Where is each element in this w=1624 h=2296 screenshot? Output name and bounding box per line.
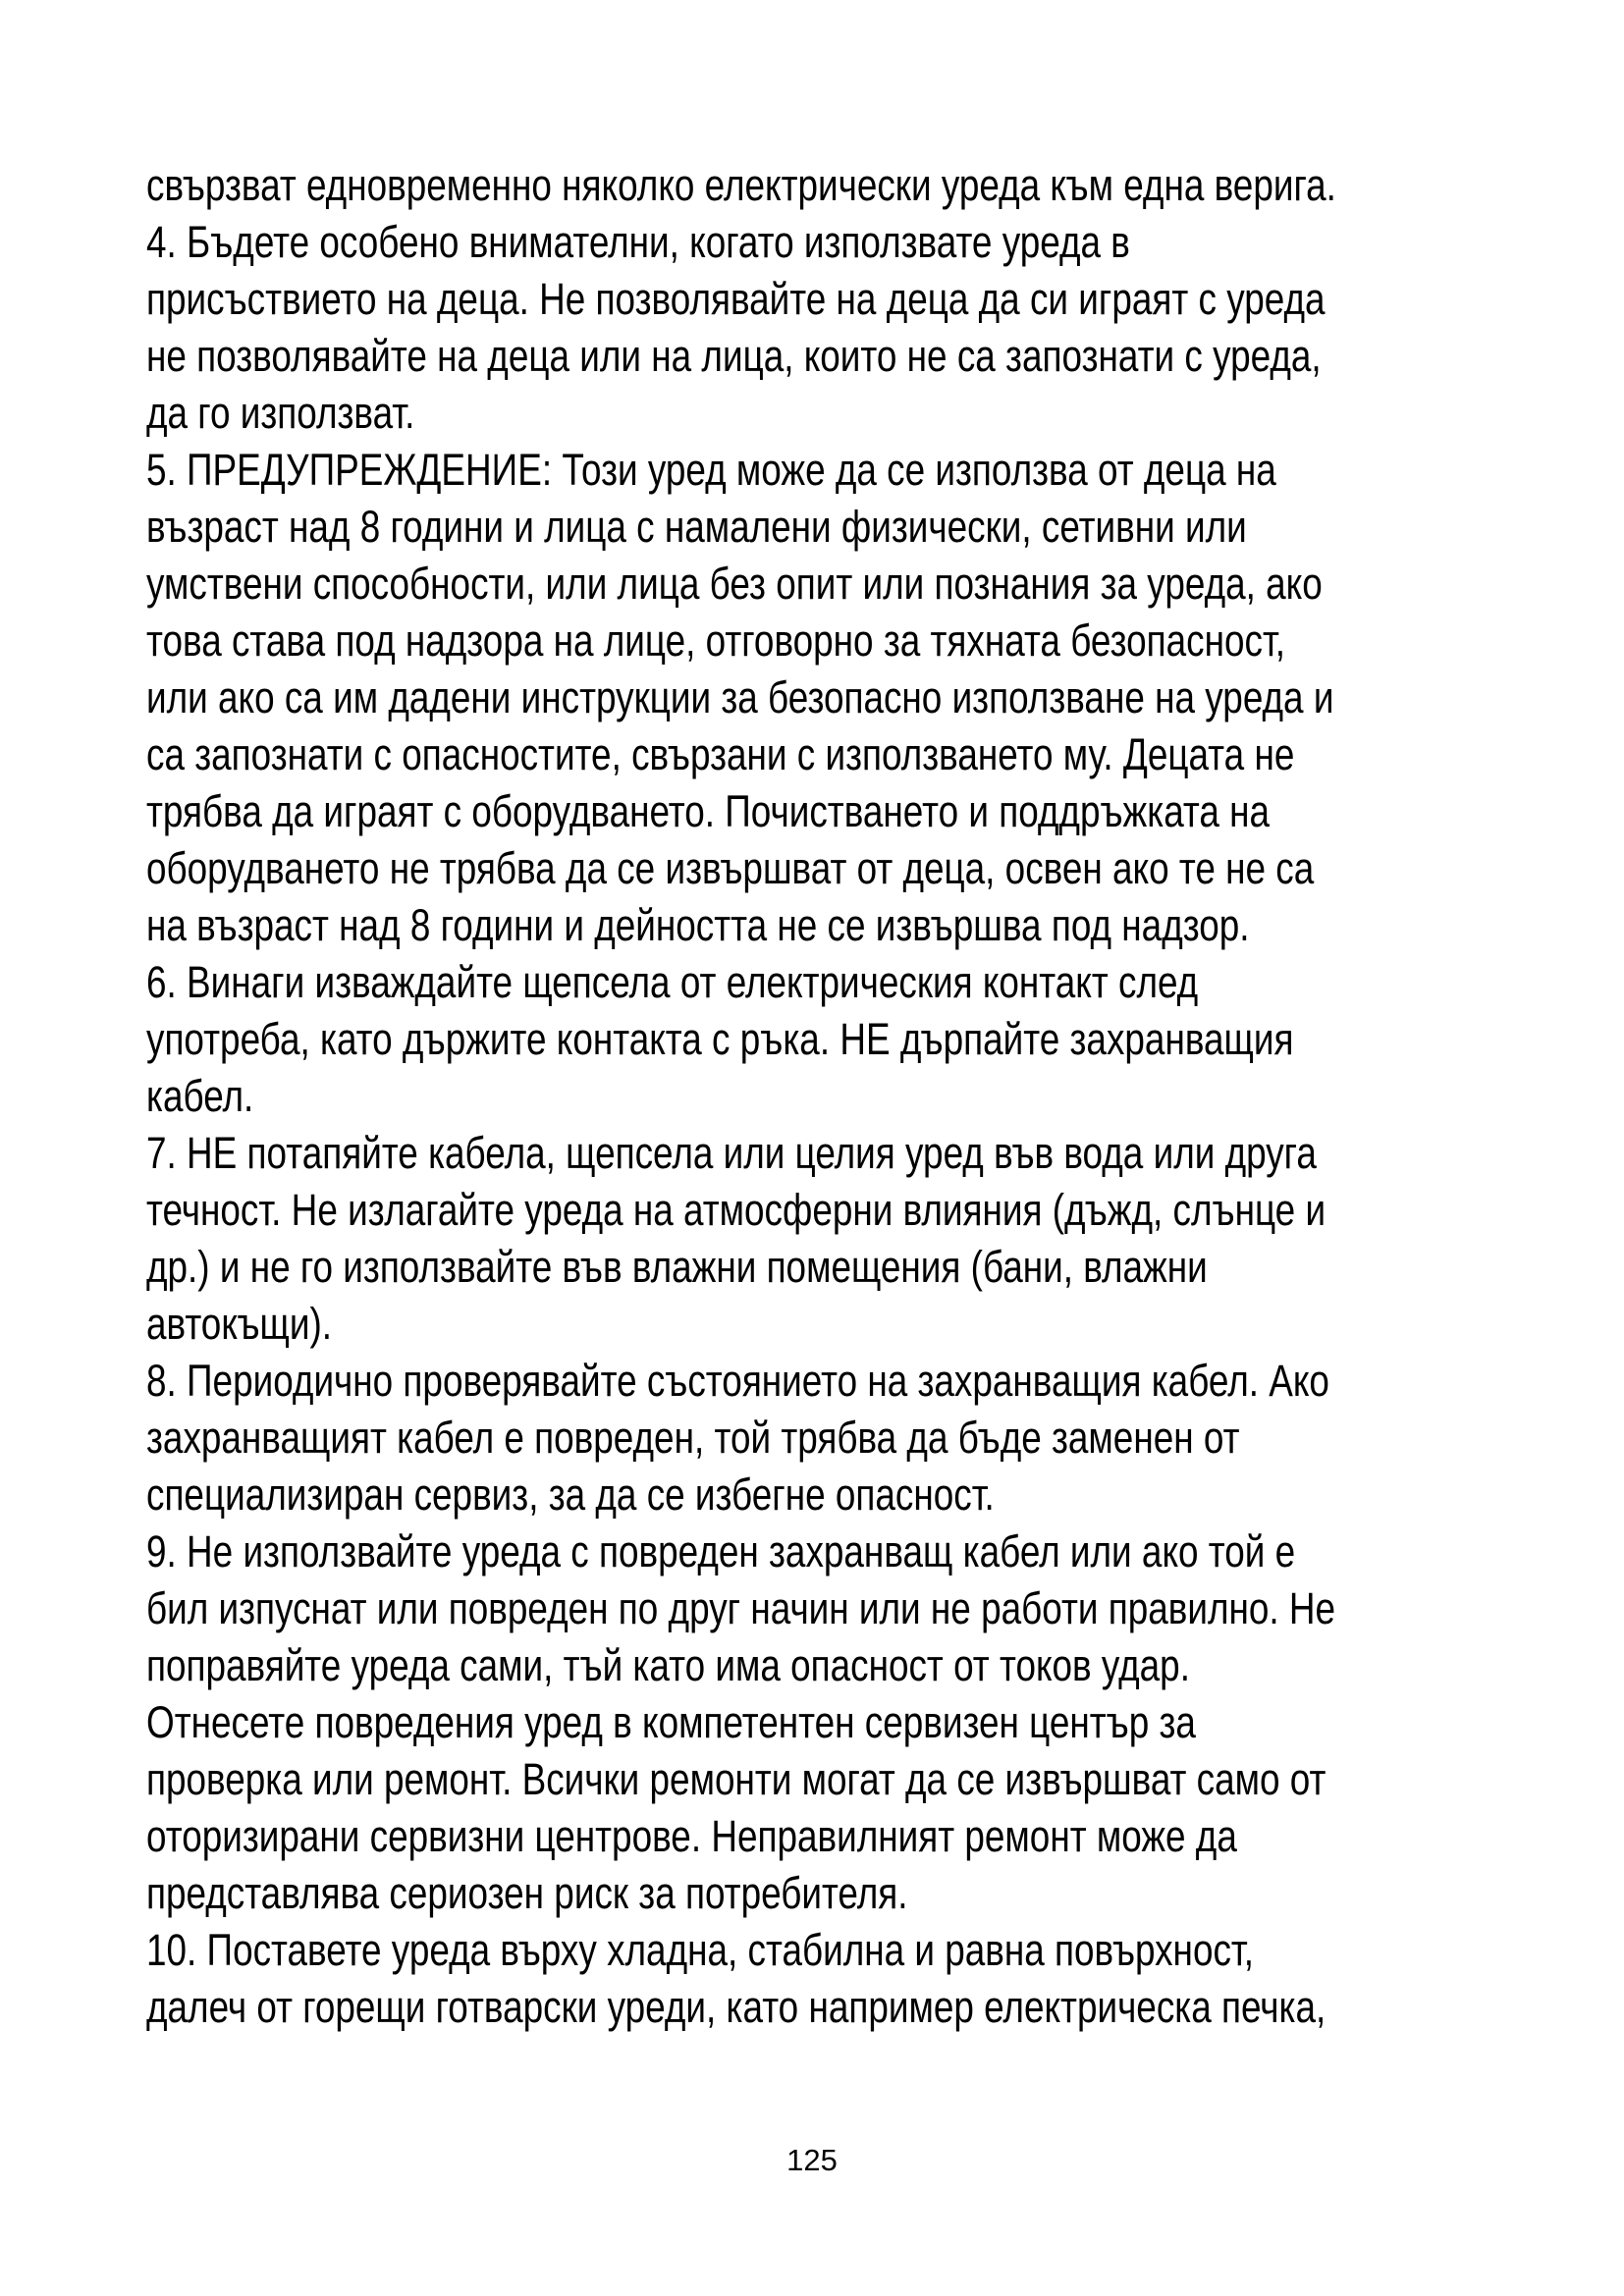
- text-line: специализиран сервиз, за да се избегне опасност.: [146, 1469, 995, 1520]
- body-text: [146, 157, 1541, 2036]
- text-line: проверка или ремонт. Всички ремонти могат да се извършват само от: [146, 1754, 1326, 1804]
- text-line: далеч от горещи готварски уреди, като например електрическа печка,: [146, 1982, 1326, 2032]
- text-line: да го използват.: [146, 388, 415, 438]
- text-line: или ако са им дадени инструкции за безопасно използване на уреда и: [146, 672, 1334, 722]
- text-line: трябва да играят с оборудването. Почистването и поддръжката на: [146, 786, 1271, 836]
- text-line: автокъщи).: [146, 1299, 333, 1349]
- text-line: 9. Не използвайте уреда с повреден захранващ кабел или ако той е: [146, 1526, 1296, 1576]
- text-line: 7. НЕ потапяйте кабела, щепсела или целия уред във вода или друга: [146, 1128, 1317, 1178]
- text-line: оборудването не трябва да се извършват от деца, освен ако те не са: [146, 843, 1315, 893]
- text-line: поправяйте уреда сами, тъй като има опасност от токов удар.: [146, 1640, 1190, 1690]
- text-line: 4. Бъдете особено внимателни, когато използвате уреда в: [146, 217, 1130, 267]
- text-line: 5. ПРЕДУПРЕЖДЕНИЕ: Този уред може да се използва от деца на: [146, 445, 1276, 495]
- text-line: на възраст над 8 години и дейността не се извършва под надзор.: [146, 900, 1250, 950]
- text-line: представлява сериозен риск за потребителя.: [146, 1868, 908, 1918]
- text-line: умствени способности, или лица без опит или познания за уреда, ако: [146, 559, 1323, 609]
- text-line: 10. Поставете уреда върху хладна, стабилна и равна повърхност,: [146, 1925, 1254, 1975]
- text-line: оторизирани сервизни центрове. Неправилният ремонт може да: [146, 1811, 1237, 1861]
- text-line: свързват едновременно няколко електрически уреда към една верига.: [146, 160, 1336, 210]
- text-line: възраст над 8 години и лица с намалени физически, сетивни или: [146, 502, 1247, 552]
- text-line: течност. Не излагайте уреда на атмосферни влияния (дъжд, слънце и: [146, 1185, 1326, 1235]
- text-line: Отнесете повредения уред в компетентен сервизен център за: [146, 1697, 1196, 1747]
- page-number: 125: [786, 2143, 838, 2177]
- text-line: бил изпуснат или повреден по друг начин или не работи правилно. Не: [146, 1583, 1336, 1633]
- text-line: това става под надзора на лице, отговорно за тяхната безопасност,: [146, 615, 1286, 666]
- text-line: присъствието на деца. Не позволявайте на деца да си играят с уреда: [146, 274, 1326, 324]
- text-line: са запознати с опасностите, свързани с използването му. Децата не: [146, 729, 1295, 779]
- text-line: 8. Периодично проверявайте състоянието на захранващия кабел. Ако: [146, 1356, 1329, 1406]
- text-line: захранващият кабел е повреден, той трябва да бъде заменен от: [146, 1413, 1240, 1463]
- text-line: не позволявайте на деца или на лица, които не са запознати с уреда,: [146, 331, 1322, 381]
- text-line: кабел.: [146, 1071, 254, 1121]
- text-line: употреба, като държите контакта с ръка. НЕ дърпайте захранващия: [146, 1014, 1294, 1064]
- text-line: др.) и не го използвайте във влажни помещения (бани, влажни: [146, 1242, 1208, 1292]
- text-line: 6. Винаги изваждайте щепсела от електрическия контакт след: [146, 957, 1199, 1007]
